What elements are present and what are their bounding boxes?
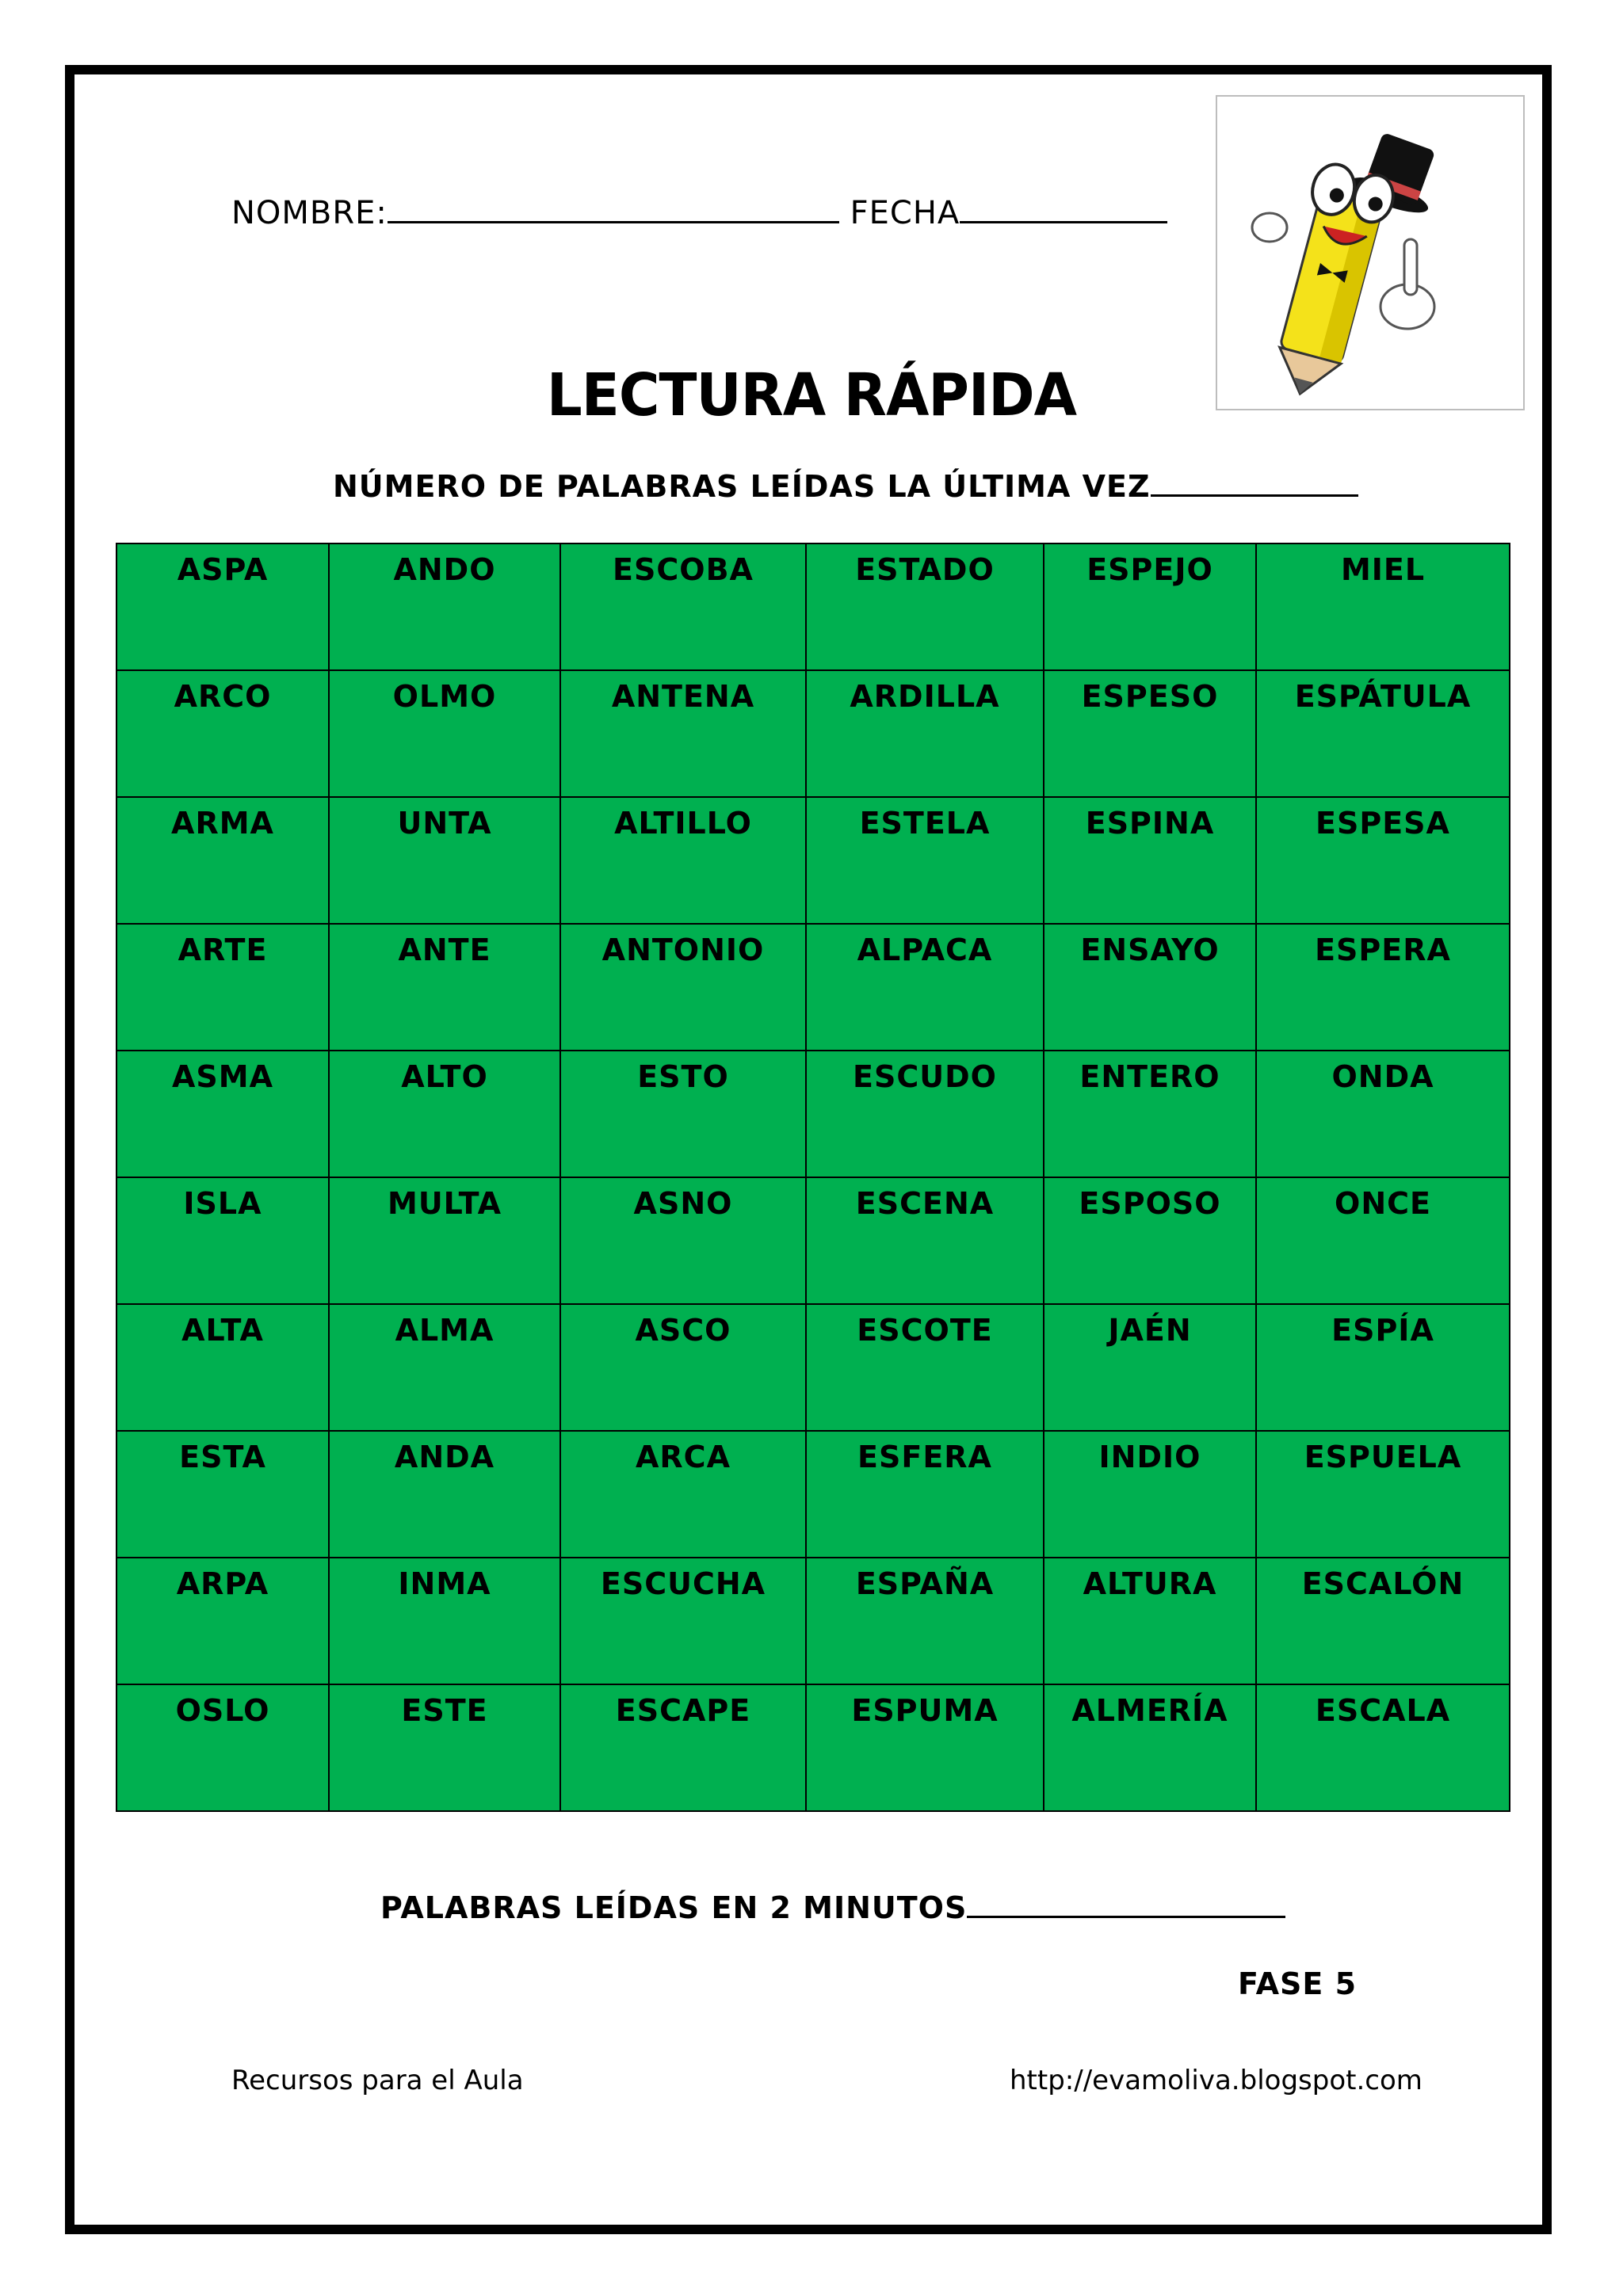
word-cell: ARPA [116, 1558, 329, 1684]
last-time-label: NÚMERO DE PALABRAS LEÍDAS LA ÚLTIMA VEZ [333, 469, 1151, 504]
table-row [116, 1684, 1510, 1811]
word-cell: ARCA [560, 1431, 806, 1558]
word-cell: ARTE [116, 924, 329, 1051]
word-cell: ALPACA [806, 924, 1044, 1051]
word-cell: ESCOBA [560, 543, 806, 670]
word-cell: OLMO [329, 670, 560, 797]
word-cell: ESPAÑA [806, 1558, 1044, 1684]
table-row [116, 1558, 1510, 1684]
name-date-line [231, 195, 1167, 231]
table-row [116, 670, 1510, 797]
words-read-label: PALABRAS LEÍDAS EN 2 MINUTOS [380, 1890, 968, 1925]
word-cell: ESCENA [806, 1177, 1044, 1304]
word-cell: ESPÁTULA [1256, 670, 1510, 797]
word-cell: ASCO [560, 1304, 806, 1431]
word-cell: ALTA [116, 1304, 329, 1431]
word-cell: ASPA [116, 543, 329, 670]
phase-label: FASE 5 [1238, 1966, 1358, 2001]
word-cell: UNTA [329, 797, 560, 924]
word-cell: ESTELA [806, 797, 1044, 924]
nombre-blank[interactable] [388, 197, 839, 223]
word-cell: ARCO [116, 670, 329, 797]
word-cell: ESPUELA [1256, 1431, 1510, 1558]
last-time-line [333, 469, 1358, 504]
word-cell: ALTO [329, 1051, 560, 1177]
word-cell: ANTONIO [560, 924, 806, 1051]
table-row [116, 1177, 1510, 1304]
word-cell: ESCAPE [560, 1684, 806, 1811]
table-row [116, 1304, 1510, 1431]
word-cell: INDIO [1044, 1431, 1256, 1558]
word-cell: ANDA [329, 1431, 560, 1558]
word-table [116, 543, 1510, 1812]
credit-url[interactable]: http://evamoliva.blogspot.com [1010, 2065, 1423, 2096]
word-cell: ARDILLA [806, 670, 1044, 797]
word-cell: ALTILLO [560, 797, 806, 924]
word-cell: ASNO [560, 1177, 806, 1304]
table-row [116, 924, 1510, 1051]
word-cell: INMA [329, 1558, 560, 1684]
word-cell: ESTADO [806, 543, 1044, 670]
word-cell: ESPÍA [1256, 1304, 1510, 1431]
fecha-blank[interactable] [960, 197, 1167, 223]
credit-left: Recursos para el Aula [231, 2065, 524, 2096]
word-cell: ANDO [329, 543, 560, 670]
word-cell: ESCUCHA [560, 1558, 806, 1684]
word-cell: ISLA [116, 1177, 329, 1304]
word-cell: ESPESA [1256, 797, 1510, 924]
nombre-label: NOMBRE: [231, 195, 388, 231]
word-cell: ASMA [116, 1051, 329, 1177]
word-cell: ESFERA [806, 1431, 1044, 1558]
word-cell: ONCE [1256, 1177, 1510, 1304]
word-cell: ESTE [329, 1684, 560, 1811]
word-cell: ANTENA [560, 670, 806, 797]
table-row [116, 543, 1510, 670]
word-cell: ESCOTE [806, 1304, 1044, 1431]
word-cell: ANTE [329, 924, 560, 1051]
word-cell: ESTA [116, 1431, 329, 1558]
words-read-line [380, 1890, 1285, 1925]
word-cell: ESTO [560, 1051, 806, 1177]
page-title: LECTURA RÁPIDA [546, 361, 1077, 429]
word-cell: ESPESO [1044, 670, 1256, 797]
word-cell: ESCUDO [806, 1051, 1044, 1177]
words-read-blank[interactable] [967, 1892, 1285, 1918]
last-time-blank[interactable] [1151, 471, 1358, 497]
word-cell: ESPINA [1044, 797, 1256, 924]
word-cell: OSLO [116, 1684, 329, 1811]
word-cell: MULTA [329, 1177, 560, 1304]
word-cell: ESPERA [1256, 924, 1510, 1051]
word-cell: ESPEJO [1044, 543, 1256, 670]
word-cell: ALMA [329, 1304, 560, 1431]
word-cell: ALMERÍA [1044, 1684, 1256, 1811]
word-cell: MIEL [1256, 543, 1510, 670]
word-cell: ESCALÓN [1256, 1558, 1510, 1684]
word-cell: ENTERO [1044, 1051, 1256, 1177]
word-cell: ENSAYO [1044, 924, 1256, 1051]
word-cell: ALTURA [1044, 1558, 1256, 1684]
word-cell: JAÉN [1044, 1304, 1256, 1431]
fecha-label: FECHA [850, 195, 960, 231]
table-row [116, 1431, 1510, 1558]
word-cell: ESPOSO [1044, 1177, 1256, 1304]
word-cell: ESCALA [1256, 1684, 1510, 1811]
word-cell: ARMA [116, 797, 329, 924]
word-cell: ONDA [1256, 1051, 1510, 1177]
word-cell: ESPUMA [806, 1684, 1044, 1811]
table-row [116, 797, 1510, 924]
table-row [116, 1051, 1510, 1177]
